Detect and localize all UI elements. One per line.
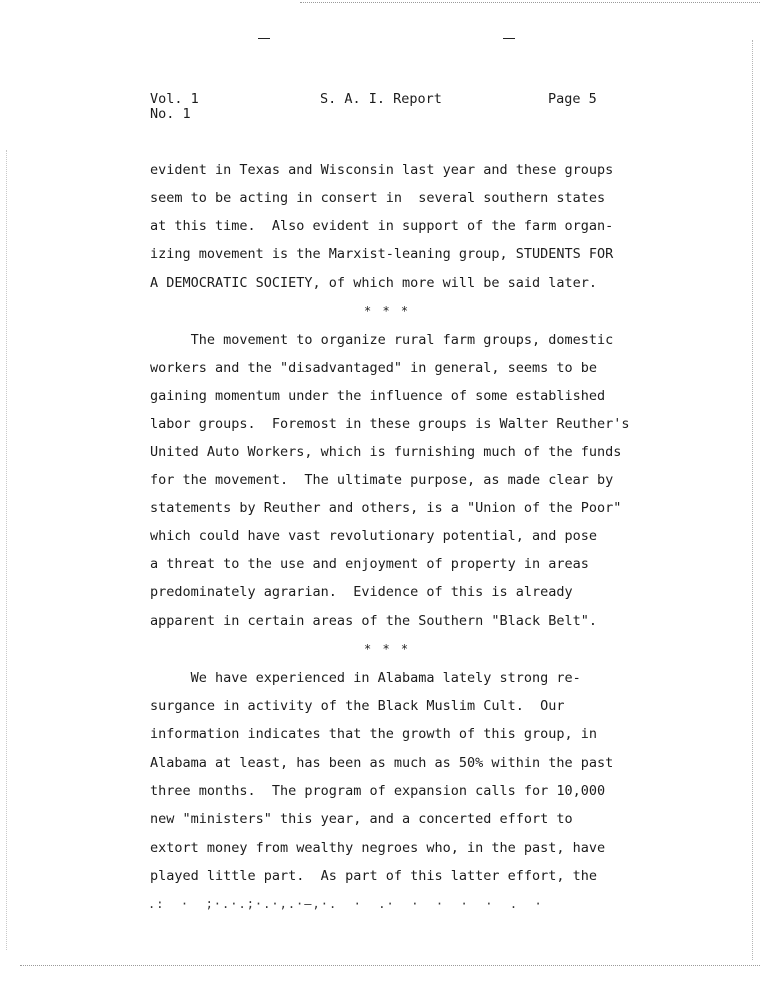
scan-edge-left bbox=[6, 150, 7, 950]
text-line: The movement to organize rural farm groups, domestic bbox=[150, 332, 614, 348]
header-volume: Vol. 1 bbox=[150, 91, 199, 107]
scan-edge-bottom bbox=[20, 965, 760, 966]
text-line: three months. The program of expansion calls for 10,000 bbox=[150, 783, 606, 799]
text-line: new "ministers" this year, and a concerted effort to bbox=[150, 811, 573, 827]
text-line: labor groups. Foremost in these groups is Walter Reuther's bbox=[150, 416, 630, 432]
text-line: gaining momentum under the influence of some established bbox=[150, 388, 606, 404]
text-line: statements by Reuther and others, is a "Union of the Poor" bbox=[150, 500, 622, 516]
text-line: seem to be acting in consert in several southern states bbox=[150, 190, 606, 206]
scan-edge-right bbox=[752, 40, 753, 960]
header-title: S. A. I. Report bbox=[320, 91, 442, 107]
text-line: izing movement is the Marxist-leaning group, STUDENTS FOR bbox=[150, 246, 614, 262]
scan-edge-top bbox=[300, 2, 760, 3]
text-line: predominately agrarian. Evidence of this is already bbox=[150, 584, 573, 600]
text-line: information indicates that the growth of this group, in bbox=[150, 726, 598, 742]
text-line: played little part. As part of this latter effort, the bbox=[150, 868, 598, 884]
text-line: United Auto Workers, which is furnishing much of the funds bbox=[150, 444, 622, 460]
text-line: for the movement. The ultimate purpose, as made clear by bbox=[150, 472, 614, 488]
text-line: workers and the "disadvantaged" in general, seems to be bbox=[150, 360, 598, 376]
text-line: surgance in activity of the Black Muslim Cult. Our bbox=[150, 698, 565, 714]
header-number: No. 1 bbox=[150, 106, 191, 122]
text-line: apparent in certain areas of the Southern "Black Belt". bbox=[150, 613, 598, 629]
punch-mark-left bbox=[258, 38, 270, 39]
punch-mark-right bbox=[503, 38, 515, 39]
text-line: extort money from wealthy negroes who, in the past, have bbox=[150, 840, 606, 856]
text-line: at this time. Also evident in support of the farm organ- bbox=[150, 218, 614, 234]
header-page-number: Page 5 bbox=[548, 91, 597, 107]
cut-off-line: .: · ;·.·.;·.·,.·—,·. · .· · · · · . · bbox=[148, 897, 543, 911]
text-line: evident in Texas and Wisconsin last year and these groups bbox=[150, 162, 614, 178]
section-separator: * * * bbox=[364, 304, 411, 318]
text-line: Alabama at least, has been as much as 50% within the past bbox=[150, 755, 614, 771]
text-line: which could have vast revolutionary potential, and pose bbox=[150, 528, 598, 544]
text-line: a threat to the use and enjoyment of property in areas bbox=[150, 556, 589, 572]
text-line: A DEMOCRATIC SOCIETY, of which more will be said later. bbox=[150, 275, 598, 291]
text-line: We have experienced in Alabama lately strong re- bbox=[150, 670, 581, 686]
section-separator: * * * bbox=[364, 642, 411, 656]
